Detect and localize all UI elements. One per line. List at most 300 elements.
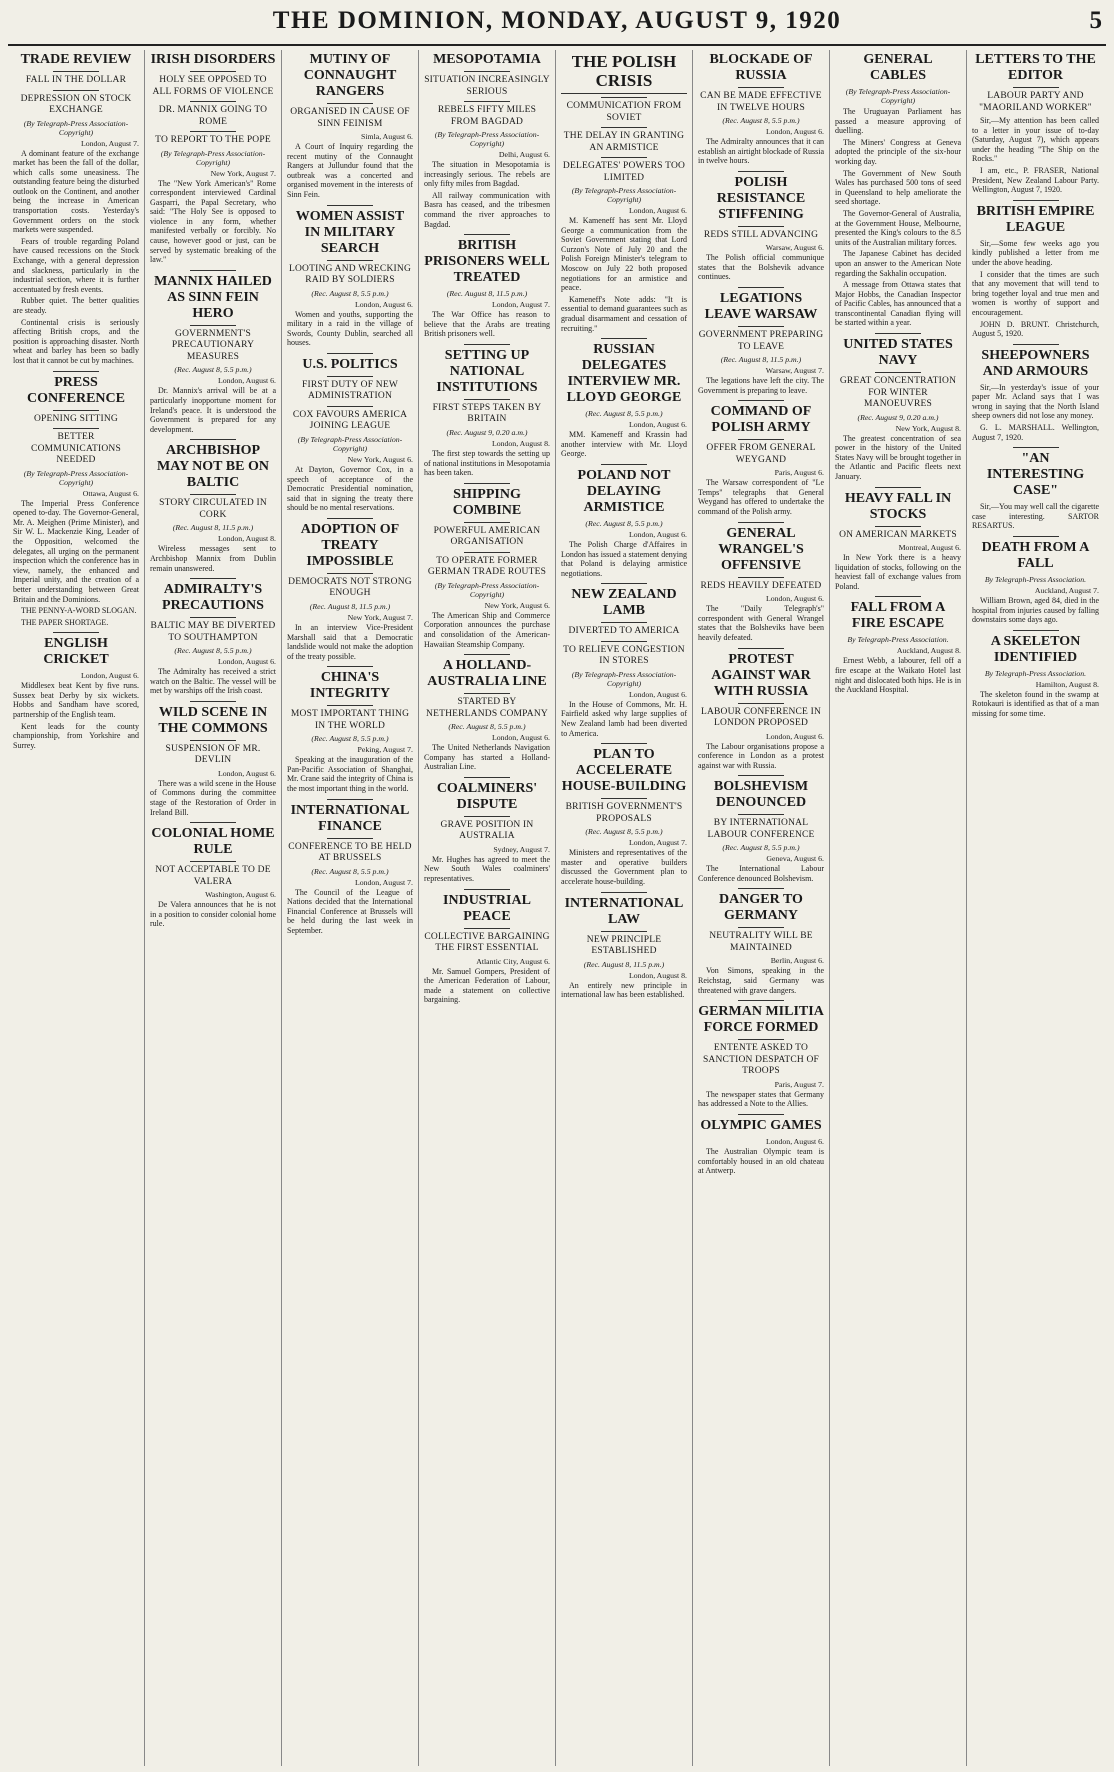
article-paragraph: A message from Ottawa states that Major Hobbs, the Canadian Inspector of Pacific Cables, has announced that a transcontinental Canadian flying will be started within a year. [835,280,961,328]
article [698,404,824,516]
headline-rule [464,928,510,929]
headline-rule [53,410,99,411]
article-headline: RUSSIAN DELEGATES INTERVIEW MR. LLOYD GEORGE [566,342,682,406]
article-paragraph: Sir,—In yesterday's issue of your paper Mr. Acland says that I was wrong in saying that the North Island sheep owners did not lose any money. [972,382,1099,421]
article-dateline: Paris, August 7. [774,1079,824,1089]
article-dateline: London, August 6. [628,420,687,430]
article-headline: BRITISH EMPIRE LEAGUE [976,203,1095,235]
headline-rule [53,71,99,72]
article-headline: POLISH RESISTANCE STIFFENING [716,174,806,222]
article-separator [53,371,99,372]
article-separator [738,171,784,172]
article-subheadline: GREAT CONCENTRATION FOR WINTER MANOEUVRES [839,376,957,410]
column-7 [830,50,967,1766]
article-subheadline: BETTER COMMUNICATIONS NEEDED [31,432,121,466]
article-headline: ENGLISH CRICKET [43,636,109,668]
press-credit: (By Telegraph-Press Association-Copyright) [571,669,677,688]
headline-rule [601,127,647,128]
article-subheadline: DELEGATES' POWERS TOO LIMITED [562,161,686,183]
article-paragraph: The Governor-General of Australia, at the Government House, Melbourne, presented the King's colours to the 8.5 units of the Australian military forces. [835,208,961,247]
article-paragraph: Fears of trouble regarding Poland have caused recessions on the Stock Exchange, with a general depression and slackness, particularly in the industrial section, where it is further accentuated by fresh events. [13,236,139,294]
column-5 [556,50,693,1766]
article-paragraph: Sir,—My attention has been called to a letter in your issue of to-day (Saturday, August 7), which appears under the heading "The Ship on the Rocks." [972,116,1099,164]
press-credit: By Telegraph-Press Association. [847,635,949,645]
article-subheadline: TO RELIEVE CONGESTION IN STORES [563,644,685,667]
article-subheadline: SITUATION INCREASINGLY SERIOUS [424,75,550,97]
article-paragraph: A Court of Inquiry regarding the recent mutiny of the Connaught Rangers at Jullundur found that the outbreak was a concerted and organised movement in the interests of Sinn Fein. [287,142,413,199]
article-dateline: London, August 6. [765,731,824,741]
article-paragraph: In the House of Commons, Mr. H. Fairfield asked why large supplies of New Zealand lamb had been diverted to America. [561,699,687,738]
article [835,600,961,694]
article-paragraph: The "New York American's" Rome correspondent interviewed Cardinal Gasparri, the Papal Secretary, who said: "The Holy See is opposed to violence in any form, whether manifested verbally or forcibly. No cause, however good or just, can be served by systematic breaking of the law." [150,178,276,265]
article-dateline: London, August 6. [628,689,687,699]
headline-rule [190,131,236,132]
article-paragraph: The newspaper states that Germany has addressed a Note to the Allies. [698,1089,824,1109]
article-subheadline: ON AMERICAN MARKETS [839,529,957,540]
article-separator [601,338,647,339]
article-subheadline: BRITISH GOVERNMENT'S PROPOSALS [565,802,683,824]
article-paragraph: The Imperial Press Conference opened to-day. The Governor-General, Mr. A. Meighen (Prime Minister), and Sir W. L. Mackenzie King, Leader of the Opposition, welcomed the delegates, all urging on the permanent inspection which the conference has in view, namely, the enhanced and Imperial unity, and the creation of a better understanding between Great Britain and the Dominions. [13,498,139,604]
article-paragraph: The situation in Mesopotamia is increasingly serious. The rebels are only fifty miles from Bagdad. [424,160,550,189]
article-headline: SETTING UP NATIONAL INSTITUTIONS [436,347,538,395]
article-paragraph: The greatest concentration of sea power in the history of the United States Navy will be brought together in the Atlantic and Pacific fleets next January. [835,433,961,481]
press-credit: (Rec. August 8, 5.5 p.m.) [174,365,252,375]
article [698,52,824,166]
article-headline: GERMAN MILITIA FORCE FORMED [698,1004,824,1036]
article-paragraph: The American Ship and Commerce Corporation announces the purchase and consolidation of the American-Hawaiian Steamship Company. [424,610,550,649]
article-subheadline: STARTED BY NETHERLANDS COMPANY [426,697,548,719]
article-headline: WILD SCENE IN THE COMMONS [158,704,268,736]
article [972,52,1099,195]
article-headline: SHIPPING COMBINE [452,486,522,518]
article-paragraph: JOHN D. BRUNT. Christchurch, August 5, 1920. [972,319,1099,339]
article [287,357,413,513]
article-paragraph: Mr. Samuel Gompers, President of the American Federation of Labour, made a statement on collective bargaining. [424,966,550,1005]
headline-rule [464,552,510,553]
article-subheadline: TO REPORT TO THE POPE [155,135,271,145]
article-separator [190,701,236,702]
column-4 [419,50,556,1766]
article-headline: LEGATIONS LEAVE WARSAW [704,291,818,323]
article-paragraph: Sir,—Some few weeks ago you kindly published a letter from me under the above heading. [972,238,1099,267]
article-paragraph: William Brown, aged 84, died in the hospital from injuries caused by falling downstairs some days ago. [972,596,1099,625]
article-dateline: London, August 8. [628,970,687,980]
article-separator [464,234,510,235]
article-paragraph: The Japanese Cabinet has decided upon an answer to the American Note regarding the Sakhalin occupation. [835,249,961,278]
article-separator [464,889,510,890]
article [561,896,687,1000]
article-headline: BOLSHEVISM DENOUNCED [713,779,809,811]
article-paragraph: I am, etc., P. FRASER, National President, New Zealand Labour Party. Wellington, August 7, 1920. [972,165,1099,195]
article-paragraph: A dominant feature of the exchange market has been the fall of the dollar, which calls some uneasiness. The outstanding feature being the disturbed outlook on the Continent, and another being the increase in American transportation costs. Yesterday's Government orders on the stock markets were suspended. [13,148,139,235]
article-subheadline: DIVERTED TO AMERICA [568,626,680,637]
article [150,52,276,265]
article-separator [464,777,510,778]
article-paragraph: De Valera announces that he is not in a position to consider colonial home rule. [150,900,276,929]
article-subheadline: LABOUR CONFERENCE IN LONDON PROPOSED [700,706,822,728]
headline-rule [53,428,99,429]
article-paragraph: All railway communication with Basra has ceased, and the tribesmen command the river approaches to Bagdad. [424,190,550,229]
article-paragraph: THE PENNY-A-WORD SLOGAN. [21,606,137,616]
headline-rule [601,798,647,799]
article-paragraph: Speaking at the inauguration of the Pan-Pacific Association of Shanghai, Mr. Crane said the integrity of China is the most important thing in the world. [287,755,413,794]
article-subheadline: FIRST DUTY OF NEW ADMINISTRATION [301,379,399,402]
headline-rule [738,927,784,928]
column-8 [967,50,1104,1766]
press-credit: (Rec. August 8, 5.5 p.m.) [585,409,663,419]
article-headline: PRESS CONFERENCE [26,374,125,406]
headline-rule [738,703,784,704]
article-headline: THE POLISH CRISIS [561,52,687,94]
headline-rule [190,617,236,618]
article-dateline: London, August 7. [354,877,413,887]
article-subheadline: GRAVE POSITION IN AUSTRALIA [440,819,534,842]
article-separator [738,400,784,401]
article-subheadline: GOVERNMENT PREPARING TO LEAVE [698,330,824,352]
article-paragraph: G. L. MARSHALL. Wellington, August 7, 1920. [972,423,1099,442]
press-credit: (By Telegraph-Press Association-Copyright) [23,118,129,137]
article-dateline: New York, August 8. [895,423,961,433]
article-dateline: London, August 6. [217,657,276,667]
article-subheadline: ENTENTE ASKED TO SANCTION DESPATCH OF TROOPS [702,1043,820,1077]
article [698,892,824,995]
article-paragraph: The War Office has reason to believe that the Arabs are treating British prisoners well. [424,310,550,339]
article [698,175,824,282]
press-credit: (Rec. August 8, 5.5 p.m.) [722,843,800,853]
press-credit: (By Telegraph-Press Association-Copyright) [434,580,540,599]
article-dateline: Auckland, August 8. [896,646,961,656]
article-separator [53,632,99,633]
article-subheadline: DEPRESSION ON STOCK EXCHANGE [20,93,132,115]
article-headline: BRITISH PRISONERS WELL TREATED [424,238,550,286]
article-separator [327,799,373,800]
headline-rule [327,260,373,261]
article-paragraph: Sir,—You may well call the cigarette case interesting. SARTOR RESARTUS. [972,502,1099,531]
article [698,779,824,883]
article-paragraph: M. Kameneff has sent Mr. Lloyd George a communication from the Soviet Government stating that Lord Curzon's Note of July 20 and the Polish Foreign Minister's telegram to Moscow on July 22 both proposed negotiations for an armistice and peace. [561,216,687,293]
page-number: 5 [1089,7,1102,34]
article-subheadline: COLLECTIVE BARGAINING THE FIRST ESSENTIAL [424,931,550,954]
article-separator [464,483,510,484]
article-dateline: London, August 6. [765,594,824,604]
article-paragraph: The Warsaw correspondent of "Le Temps" telegraphs that General Weygand has offered to undertake the command of the Polish army. [698,478,824,517]
article-headline: GENERAL WRANGEL'S OFFENSIVE [718,525,804,573]
headline-rule [738,226,784,227]
article-paragraph: In an interview Vice-President Marshall said that a Democratic landslide would not make the adoption of the treaty possible. [287,622,413,661]
headline-rule [464,399,510,400]
article-paragraph: The Polish official communique states that the Bolshevik advance continues. [698,253,824,282]
article [835,337,961,481]
article-headline: MESOPOTAMIA [433,52,541,67]
article-subheadline: FIRST STEPS TAKEN BY BRITAIN [432,402,542,425]
columns-container [8,50,1106,1766]
headline-rule [464,71,510,72]
article [150,705,276,817]
article-dateline: London, August 6. [765,127,824,136]
headline-rule [327,573,373,574]
article-dateline: Berlin, August 6. [770,956,824,966]
headline-rule [190,325,236,326]
press-credit: (Rec. August 8, 11.5 p.m.) [446,289,528,299]
article-subheadline: THE DELAY IN GRANTING AN ARMISTICE [563,131,685,153]
article-paragraph: I consider that the times are such that any movement that will tend to bring together loyal and true men and women is worthy of support and encouragement. [972,269,1099,317]
article-headline: BLOCKADE OF RUSSIA [709,52,813,83]
headline-rule [601,622,647,623]
headline-rule [190,101,236,102]
article-paragraph: The Australian Olympic team is comfortably housed in an old chateau at Antwerp. [698,1146,824,1176]
article-headline: PROTEST AGAINST WAR WITH RUSSIA [711,651,811,699]
article-dateline: London, August 6. [765,1136,824,1146]
article [835,491,961,592]
press-credit: (By Telegraph-Press Association-Copyright) [23,468,129,487]
press-credit: (By Telegraph-Press Association-Copyright) [297,434,403,453]
article [561,468,687,578]
article-paragraph: The Miners' Congress at Geneva adopted the principle of the six-hour working day. [835,137,961,166]
article [835,52,961,328]
article-dateline: London, August 6. [628,529,687,539]
article-paragraph: In New York there is a heavy liquidation of stocks, following on the heaviest fall of exchange values from Poland. [835,553,961,591]
headline-rule [738,1039,784,1040]
article-dateline: Montreal, August 6. [898,543,961,553]
article-separator [190,578,236,579]
article-separator [601,464,647,465]
article-subheadline: LOOTING AND WRECKING RAID BY SOLDIERS [288,263,412,286]
article-subheadline: REBELS FIFTY MILES FROM BAGDAD [437,105,537,127]
article [150,582,276,696]
article-paragraph: An entirely new principle in international law has been established. [561,980,687,1000]
article-paragraph: Kameneff's Note adds: "It is essential to demand guarantees such as gradual disarmament and cessation of recruiting." [561,294,687,333]
article [972,204,1099,339]
article-separator [1013,536,1059,537]
article-separator [1013,630,1059,631]
article-separator [190,439,236,440]
article-dateline: London, August 6. [80,671,139,681]
column-3 [282,50,419,1766]
press-credit: (Rec. August 8, 5.5 p.m.) [448,722,526,732]
article-separator [738,775,784,776]
headline-rule [190,861,236,862]
article-paragraph: The Admiralty has received a strict watch on the Baltic. The vessel will be met by warships off the Irish coast. [150,667,276,696]
article-subheadline: REDS STILL ADVANCING [703,229,819,240]
article-paragraph: The Uruguayan Parliament has passed a measure approving of duelling. [835,107,961,136]
headline-rule [738,326,784,327]
article [13,375,139,628]
headline-rule [464,522,510,523]
article-dateline: Warsaw, August 7. [765,366,824,376]
article-subheadline: POWERFUL AMERICAN ORGANISATION [433,525,541,548]
article-headline: A SKELETON IDENTIFIED [990,633,1081,665]
headline-rule [1013,87,1059,88]
press-credit: (Rec. August 9, 0.20 a.m.) [446,427,528,437]
article [698,526,824,643]
article-separator [327,205,373,206]
article [13,636,139,750]
article-separator [875,596,921,597]
article-dateline: New York, August 7. [347,612,413,622]
article-subheadline: CONFERENCE TO BE HELD AT BRUSSELS [288,841,412,864]
article-separator [601,743,647,744]
headline-rule [327,705,373,706]
article-separator [1013,447,1059,448]
article-dateline: Atlantic City, August 6. [476,956,550,966]
article-headline: COLONIAL HOME RULE [151,826,275,858]
masthead [8,4,1106,46]
headline-rule [190,71,236,72]
article-dateline: London, August 6. [217,768,276,778]
article-paragraph: Kent leads for the county championship, from Yorkshire and Surrey. [13,721,139,750]
article-dateline: London, August 8. [491,438,550,448]
article-separator [738,1000,784,1001]
press-credit: (Rec. August 8, 5.5 p.m.) [311,288,389,298]
article-dateline: Warsaw, August 6. [765,243,824,253]
article-headline: A HOLLAND-AUSTRALIA LINE [427,658,547,690]
article-headline: COMMAND OF POLISH ARMY [710,404,812,436]
article-headline: ADOPTION OF TREATY IMPOSSIBLE [300,521,400,569]
article-headline: OLYMPIC GAMES [700,1117,822,1133]
article-headline: FALL FROM A FIRE ESCAPE [850,600,946,632]
press-credit: (By Telegraph-Press Association-Copyright) [434,130,540,148]
article [287,52,413,200]
article-separator [738,648,784,649]
article-paragraph: The Labour organisations propose a conference in London as a protest against war with Russia. [698,741,824,770]
article-headline: IRISH DISORDERS [150,52,276,67]
article-dateline: Delhi, August 6. [498,150,550,159]
article [287,209,413,348]
article-headline: INDUSTRIAL PEACE [443,892,531,924]
article-headline: GENERAL CABLES [863,52,933,83]
article-separator [601,892,647,893]
column-1 [8,50,145,1766]
article-headline: INTERNATIONAL FINANCE [290,802,410,834]
article-paragraph: Continental crisis is seriously affecting British crops, and the position is approaching disaster. North wheat and barley has been so badly lost that it cannot be cut by machines. [13,317,139,365]
article-separator [190,270,236,271]
article-dateline: London, August 7. [628,838,687,848]
article-headline: COALMINERS' DISPUTE [436,780,538,812]
article-dateline: Simla, August 6. [361,132,413,141]
article-dateline: New York, August 6. [347,454,413,464]
article-headline: "AN INTERESTING CASE" [986,451,1085,499]
press-credit: (Rec. August 8, 5.5 p.m.) [585,827,663,837]
press-credit: (Rec. August 8, 5.5 p.m.) [311,734,389,744]
article-subheadline: CAN BE MADE EFFECTIVE IN TWELVE HOURS [700,91,822,113]
headline-rule [464,101,510,102]
article [561,52,687,333]
article [424,893,550,1005]
article-paragraph: The Government of New South Wales has purchased 500 tons of seed in Queensland to help ameliorate the seed shortage. [835,168,961,207]
headline-rule [738,577,784,578]
column-2 [145,50,282,1766]
article-separator [1013,344,1059,345]
article [698,1118,824,1176]
article-subheadline: HOLY SEE OPPOSED TO ALL FORMS OF VIOLENCE [152,75,274,97]
article-dateline: Washington, August 6. [205,890,276,900]
article-headline: UNITED STATES NAVY [843,337,953,369]
article-headline: U.S. POLITICS [302,356,398,372]
article-dateline: London, August 7. [80,138,139,148]
headline-rule [190,740,236,741]
article [424,658,550,772]
article-subheadline: NOT ACCEPTABLE TO DE VALERA [155,865,271,887]
article-dateline: London, August 8. [217,534,276,544]
article-subheadline: SUSPENSION OF MR. DEVLIN [165,743,261,766]
headline-rule [738,439,784,440]
press-credit: (Rec. August 8, 5.5 p.m.) [174,646,252,656]
headline-rule [601,641,647,642]
article-subheadline: ORGANISED IN CAUSE OF SINN FEINISM [290,107,410,129]
article-headline: TRADE REVIEW [20,52,132,67]
article [287,670,413,793]
article-separator [875,487,921,488]
article-subheadline: COX FAVOURS AMERICA JOINING LEAGUE [292,409,408,432]
press-credit: (Rec. August 8, 5.5 p.m.) [722,116,800,125]
article-subheadline: GOVERNMENT'S PRECAUTIONARY MEASURES [171,328,255,362]
article [424,348,550,478]
headline-rule [464,693,510,694]
article-subheadline: COMMUNICATION FROM SOVIET [566,101,682,123]
article-dateline: Sydney, August 7. [493,844,550,854]
article-headline: HEAVY FALL IN STOCKS [844,490,952,522]
article-headline: INTERNATIONAL LAW [564,895,684,927]
article-headline: PLAN TO ACCELERATE HOUSE-BUILDING [561,747,687,795]
article-separator [738,287,784,288]
article [424,52,550,229]
article-dateline: London, August 6. [354,299,413,309]
article-subheadline: DEMOCRATS NOT STRONG ENOUGH [288,576,412,599]
article-dateline: Ottawa, August 6. [82,488,139,498]
article-paragraph: Rubber quiet. The better qualities are steady. [13,296,139,315]
press-credit: (Rec. August 8, 11.5 p.m.) [309,601,391,611]
article-headline: SHEEPOWNERS AND ARMOURS [981,347,1090,379]
newspaper-title: THE DOMINION, MONDAY, AUGUST 9, 1920 [272,7,842,34]
headline-rule [327,406,373,407]
article-dateline: New York, August 7. [210,168,276,178]
headline-rule [875,372,921,373]
article-separator [738,888,784,889]
article-subheadline: TO OPERATE FORMER GERMAN TRADE ROUTES [427,555,547,578]
article-subheadline: NEUTRALITY WILL BE MAINTAINED [709,931,813,953]
article-dateline: London, August 6. [628,206,687,215]
article-paragraph: Mr. Hughes has agreed to meet the New South Wales coalminers' representatives. [424,854,550,884]
article-paragraph: The Polish Charge d'Affaires in London has issued a statement denying that Poland is delaying armistice negotiations. [561,539,687,578]
press-credit: (By Telegraph-Press Association-Copyright) [845,87,951,105]
article-subheadline: BY INTERNATIONAL LABOUR CONFERENCE [707,818,815,840]
article-paragraph: Women and youths, supporting the military in a raid in the village of Swords, County Dublin, searched all houses. [287,309,413,348]
article-dateline: London, August 6. [217,376,276,386]
article-paragraph: Ministers and representatives of the master and operative builders discussed the Government plan to accelerate house-building. [561,848,687,886]
article [698,652,824,771]
article [972,634,1099,719]
article-dateline: Paris, August 6. [774,468,824,478]
article [972,348,1099,443]
article-subheadline: LABOUR PARTY AND "MAORILAND WORKER" [979,91,1092,113]
article-separator [738,522,784,523]
article-paragraph: Wireless messages sent to Archbishop Mannix from Dublin remain unanswered. [150,544,276,573]
press-credit: (Rec. August 8, 11.5 p.m.) [172,523,254,533]
press-credit: (By Telegraph-Press Association-Copyright) [160,148,266,167]
article-subheadline: NEW PRINCIPLE ESTABLISHED [586,934,662,957]
article-dateline: Geneva, August 6. [766,854,824,864]
article-subheadline: OPENING SITTING [33,413,118,424]
article [424,487,550,649]
article-paragraph: THE PAPER SHORTAGE. [21,617,109,627]
column-6 [693,50,830,1766]
article-paragraph: The Council of the League of Nations decided that the International Financial Conference at Brussels will be held during the last week in September. [287,887,413,936]
press-credit: (Rec. August 8, 5.5 p.m.) [585,518,663,528]
article-dateline: New York, August 6. [484,600,550,610]
article [561,747,687,886]
article-subheadline: STORY CIRCULATED IN CORK [159,498,267,520]
article-paragraph: The "Daily Telegraph's" correspondent with General Wrangel states that the Bolsheviks have been heavily defeated. [698,604,824,642]
